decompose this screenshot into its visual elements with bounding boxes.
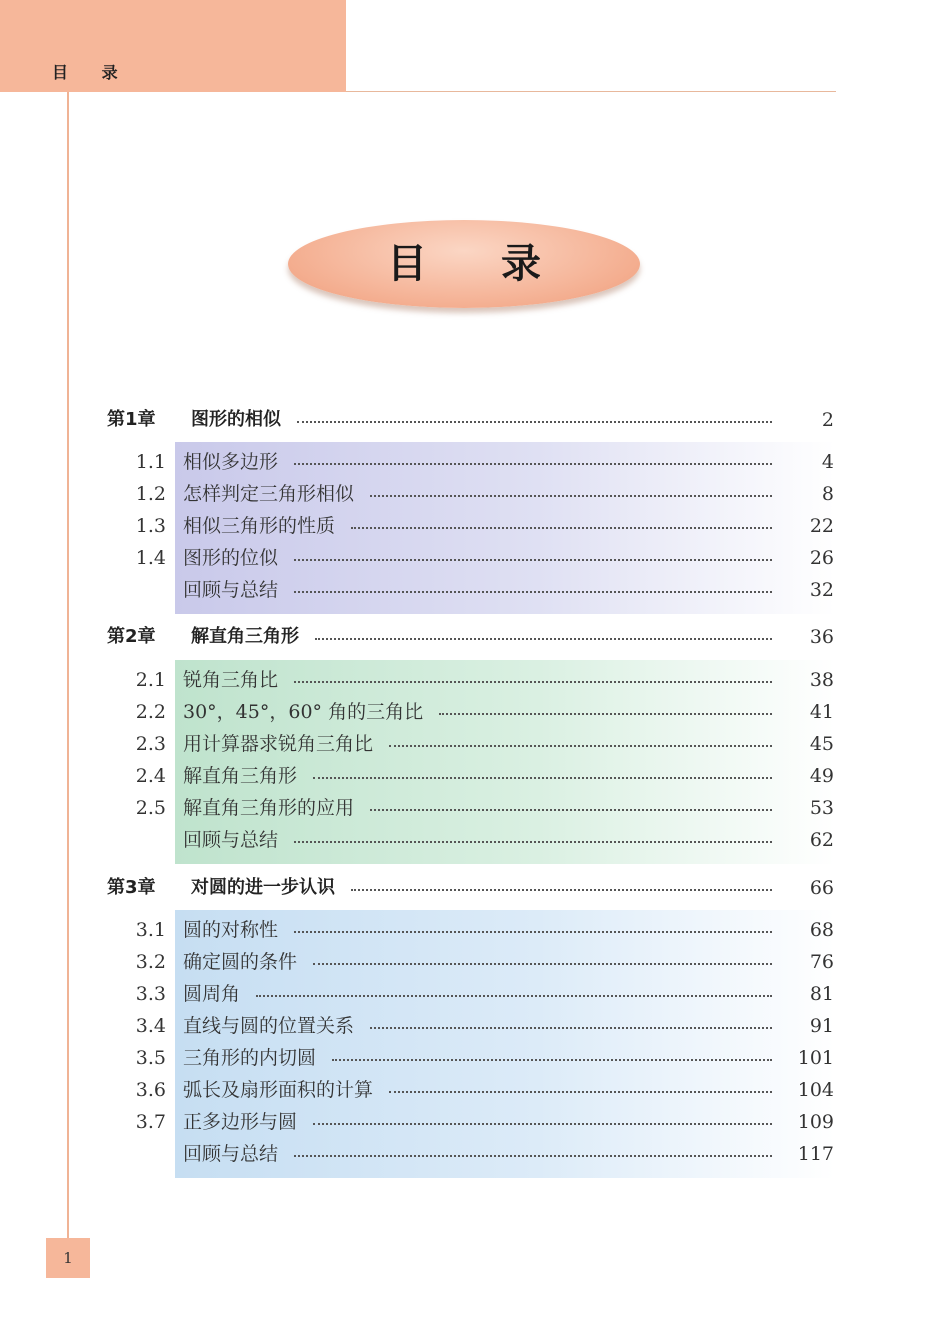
toc-section[interactable] [0,446,950,478]
section-title: 圆周角 [183,983,241,1005]
section-number: 2.3 [135,733,166,755]
header-tab-label: 目 录 [52,63,132,82]
leader-dots [313,1123,772,1125]
leader-dots [315,638,772,640]
section-number: 2.2 [135,701,166,723]
section-number: 2.1 [135,669,166,691]
leader-dots [389,1091,772,1093]
section-title: 解直角三角形的应用 [183,797,355,819]
section-title: 弧长及扇形面积的计算 [183,1079,374,1101]
leader-dots [389,745,772,747]
header-rule [346,91,836,92]
chapter-title: 解直角三角形 [191,626,299,647]
toc-section[interactable] [0,478,950,510]
page-ref: 68 [809,919,834,941]
section-number: 3.4 [135,1015,166,1037]
section-title: 回顾与总结 [183,829,279,851]
page-ref: 4 [821,451,834,473]
chapter-number: 第3章 [107,877,156,898]
section-title: 相似多边形 [183,451,279,473]
toc-section[interactable] [0,574,950,606]
leader-dots [370,1027,772,1029]
section-title: 30°，45°，60° 角的三角比 [183,701,424,723]
page-ref: 2 [821,409,834,431]
section-number: 2.5 [135,797,166,819]
page-ref: 66 [809,877,834,899]
page-ref: 62 [809,829,834,851]
chapter-title: 图形的相似 [191,409,281,430]
page-ref: 8 [821,483,834,505]
section-title: 圆的对称性 [183,919,279,941]
leader-dots [313,777,772,779]
page-ref: 117 [797,1143,834,1165]
page-ref: 38 [809,669,834,691]
toc-chapter-1[interactable] [0,404,950,436]
toc-section[interactable] [0,1042,950,1074]
leader-dots [294,931,772,933]
section-number: 1.4 [135,547,166,569]
chapter-number: 第2章 [107,626,156,647]
leader-dots [313,963,772,965]
page-ref: 45 [809,733,834,755]
page-ref: 91 [809,1015,834,1037]
leader-dots [256,995,772,997]
page-number: 1 [46,1238,90,1278]
page-ref: 104 [797,1079,834,1101]
toc-section[interactable] [0,1074,950,1106]
page-ref: 22 [809,515,834,537]
section-number: 1.2 [135,483,166,505]
header-tab [0,0,346,92]
title-badge [288,220,640,308]
section-number: 3.7 [135,1111,166,1133]
leader-dots [370,495,772,497]
section-title: 确定圆的条件 [183,951,298,973]
leader-dots [294,681,772,683]
toc-section[interactable] [0,792,950,824]
section-title: 直线与圆的位置关系 [183,1015,355,1037]
section-title: 正多边形与圆 [183,1111,298,1133]
chapter-number: 第1章 [107,409,156,430]
page-ref: 101 [797,1047,834,1069]
leader-dots [351,889,772,891]
toc-chapter-3[interactable] [0,872,950,904]
section-title: 锐角三角比 [183,669,279,691]
section-number: 2.4 [135,765,166,787]
toc-chapter-2[interactable] [0,621,950,653]
toc-section[interactable] [0,824,950,856]
section-number: 1.1 [135,451,166,473]
toc-section[interactable] [0,728,950,760]
page-ref: 26 [809,547,834,569]
leader-dots [294,841,772,843]
chapter-title: 对圆的进一步认识 [191,877,335,898]
leader-dots [332,1059,772,1061]
toc-section[interactable] [0,978,950,1010]
page-ref: 41 [809,701,834,723]
leader-dots [439,713,772,715]
section-title: 回顾与总结 [183,579,279,601]
toc-section[interactable] [0,542,950,574]
leader-dots [294,1155,772,1157]
section-title: 用计算器求锐角三角比 [183,733,374,755]
leader-dots [351,527,772,529]
section-number: 3.3 [135,983,166,1005]
toc-section[interactable] [0,1106,950,1138]
toc-section[interactable] [0,510,950,542]
page-ref: 32 [809,579,834,601]
leader-dots [297,421,772,423]
toc-section[interactable] [0,760,950,792]
page-ref: 53 [809,797,834,819]
page-title: 目 录 [387,241,571,287]
section-number: 3.5 [135,1047,166,1069]
page-ref: 76 [809,951,834,973]
toc-section[interactable] [0,696,950,728]
page-ref: 109 [797,1111,834,1133]
section-title: 三角形的内切圆 [183,1047,317,1069]
section-number: 3.1 [135,919,166,941]
leader-dots [370,809,772,811]
toc-section[interactable] [0,1138,950,1170]
toc-section[interactable] [0,946,950,978]
page-ref: 49 [809,765,834,787]
toc-section[interactable] [0,1010,950,1042]
section-number: 1.3 [135,515,166,537]
section-title: 解直角三角形 [183,765,298,787]
section-number: 3.2 [135,951,166,973]
section-title: 怎样判定三角形相似 [183,483,355,505]
section-title: 回顾与总结 [183,1143,279,1165]
page-ref: 81 [809,983,834,1005]
section-number: 3.6 [135,1079,166,1101]
section-title: 图形的位似 [183,547,279,569]
toc-section[interactable] [0,664,950,696]
page-ref: 36 [809,626,834,648]
section-title: 相似三角形的性质 [183,515,336,537]
leader-dots [294,463,772,465]
leader-dots [294,591,772,593]
toc-section[interactable] [0,914,950,946]
leader-dots [294,559,772,561]
